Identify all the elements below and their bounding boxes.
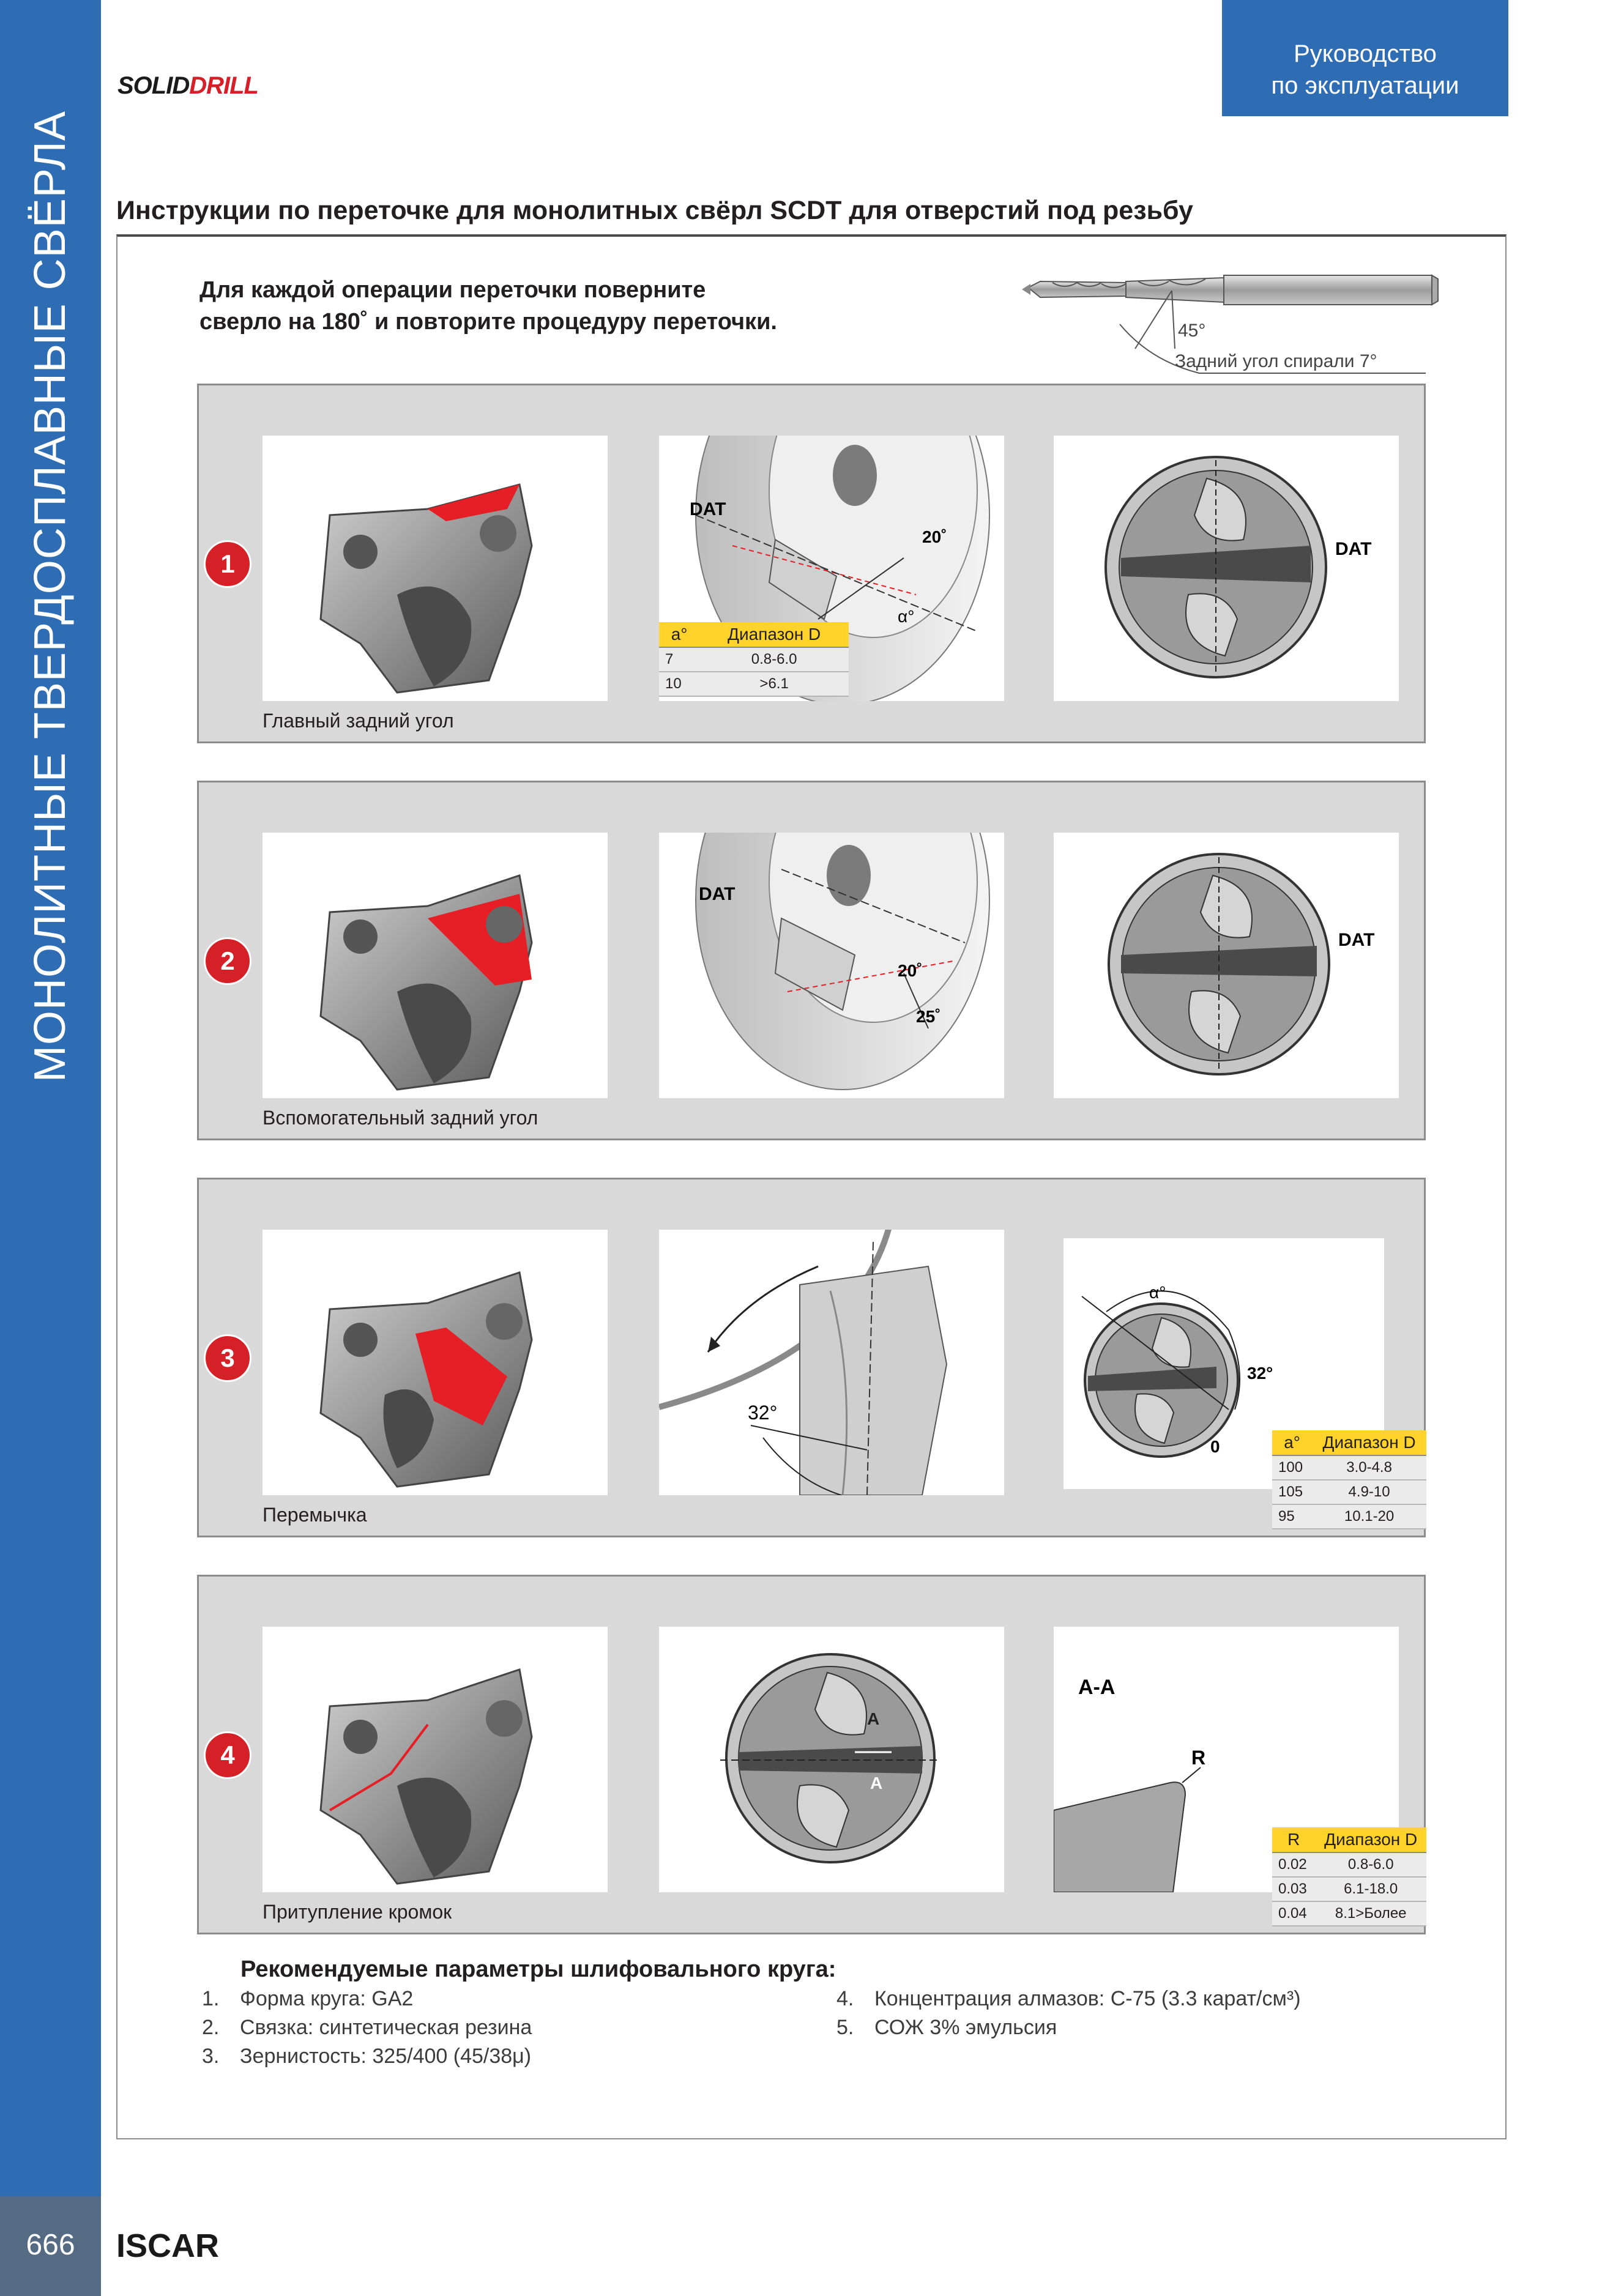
param-item: 2. Связка: синтетическая резина xyxy=(202,2016,532,2039)
drill-helix-diagram xyxy=(1016,257,1456,379)
section-caption-1: Главный задний угол xyxy=(263,710,454,732)
footer-brand: ISCAR xyxy=(116,2227,220,2264)
solid-drill-logo: SOLIDDRILL xyxy=(117,72,258,99)
section-caption-3: Перемычка xyxy=(263,1504,367,1526)
grinding-wheel-image xyxy=(659,1230,1004,1495)
web-angle-table: a° Диапазон D 100 3.0-4.8 105 4.9-10 95 10.1-20 xyxy=(1272,1430,1426,1529)
grinding-wheel-image xyxy=(659,833,1004,1098)
radius-r-label: R xyxy=(1191,1747,1206,1769)
param-item: 1. Форма круга: GA2 xyxy=(202,1987,414,2010)
section-caption-2: Вспомогательный задний угол xyxy=(263,1107,538,1129)
drill-end-view-image xyxy=(659,1627,1004,1892)
angle-label-20b: 20˚ xyxy=(898,961,923,980)
page-number: 666 xyxy=(26,2229,75,2261)
manual-badge-line1: Руководство xyxy=(1294,40,1437,67)
sidebar-title: МОНОЛИТНЫЕ ТВЕРДОСПЛАВНЫЕ СВЁРЛА xyxy=(26,110,75,1083)
dat-label-end-1: DAT xyxy=(1335,539,1372,559)
drill-helix-label: Задний угол спирали 7° xyxy=(1175,351,1377,371)
step-badge-4: 4 xyxy=(204,1731,251,1779)
angle-label-25: 25˚ xyxy=(916,1007,941,1026)
drill-angle-label: 45° xyxy=(1178,321,1206,341)
manual-badge xyxy=(1222,0,1508,116)
drill-end-view-image xyxy=(1054,833,1399,1098)
drill-end-view-image xyxy=(1054,436,1399,701)
step-badge-1: 1 xyxy=(204,540,251,588)
angle-label-32: 32° xyxy=(748,1402,778,1424)
step-badge-3: 3 xyxy=(204,1334,251,1382)
step-badge-2: 2 xyxy=(204,937,251,985)
dat-label-1: DAT xyxy=(690,499,726,519)
section-web-thinning xyxy=(197,1178,1426,1537)
edge-radius-table: R Диапазон D 0.02 0.8-6.0 0.03 6.1-18.0 0.04 8.1>Более xyxy=(1272,1827,1426,1926)
drill-tip-image xyxy=(263,833,608,1098)
section-a-label: A xyxy=(867,1709,880,1728)
section-edge-honing xyxy=(197,1575,1426,1934)
zero-label: 0 xyxy=(1210,1437,1220,1456)
section-aa-label: A-A xyxy=(1078,1676,1116,1699)
section-a-label-2: A xyxy=(870,1774,883,1793)
drill-tip-image xyxy=(263,436,608,701)
manual-badge-line2: по эксплуатации xyxy=(1271,72,1459,99)
wheel-params-title: Рекомендуемые параметры шлифовального круга: xyxy=(240,1956,836,1982)
param-item: 3. Зернистость: 325/400 (45/38μ) xyxy=(202,2045,532,2068)
dat-label-2: DAT xyxy=(699,884,736,904)
dat-label-end-2: DAT xyxy=(1338,930,1375,950)
angle-label-20: 20˚ xyxy=(922,527,947,546)
angle-label-32b: 32° xyxy=(1247,1364,1273,1383)
intro-text: Для каждой операции переточки поверните сверло на 180˚ и повторите процедуру переточки. xyxy=(199,277,777,335)
section-secondary-clearance xyxy=(197,781,1426,1140)
drill-tip-image xyxy=(263,1627,608,1892)
clearance-angle-table: a° Диапазон D 7 0.8-6.0 10 >6.1 xyxy=(659,622,849,697)
page-title: Инструкции по переточке для монолитных свёрл SCDT для отверстий под резьбу xyxy=(116,196,1193,225)
drill-tip-image xyxy=(263,1230,608,1495)
section-primary-clearance xyxy=(197,384,1426,743)
param-item: 4. Концентрация алмазов: С-75 (3.3 карат/см³) xyxy=(836,1987,1301,2010)
param-item: 5. СОЖ 3% эмульсия xyxy=(836,2016,1057,2039)
alpha-label-3: α° xyxy=(1149,1283,1166,1302)
section-caption-4: Притупление кромок xyxy=(263,1901,452,1923)
alpha-label: α° xyxy=(898,607,915,626)
